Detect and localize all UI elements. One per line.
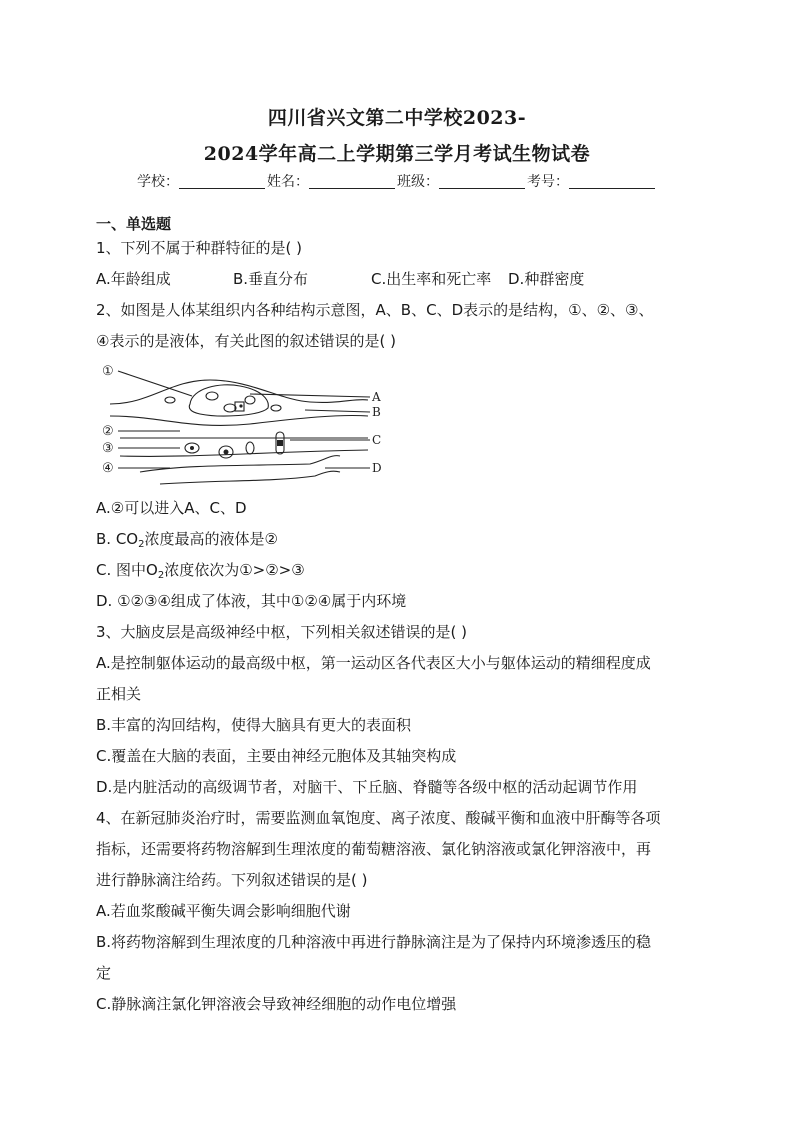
q2-option-d: D. ①②③④组成了体液，其中①②④属于内环境 [96,592,407,610]
label-a: A [372,390,381,404]
student-info-row [0,171,794,191]
q1-option-b: B.垂直分布 [233,270,309,288]
name-label: 姓名： [267,174,309,190]
label-4: ④ [102,461,114,476]
q2-option-c-post: 浓度依次为①>②>③ [164,561,305,579]
q1-options [96,269,696,289]
cell-2 [224,404,236,412]
class-blank [439,174,525,189]
q3-option-c: C.覆盖在大脑的表面，主要由神经元胞体及其轴突构成 [96,747,457,765]
cell-nucleus-1 [239,404,242,407]
q2-option-b [96,529,278,549]
q3-option-a-line1: A.是控制躯体运动的最高级中枢，第一运动区各代表区大小与躯体运动的精细程度成 [96,654,651,672]
q2-stem-line1: 2、如图是人体某组织内各种结构示意图，A、B、C、D表示的是结构，①、②、③、 [96,301,654,319]
class-label: 班级： [397,174,439,190]
cell-nucleus-2 [190,446,194,450]
name-blank [309,174,395,189]
q2-option-c-sub: 2 [157,570,165,581]
q2-stem-line2: ④表示的是液体，有关此图的叙述错误的是( ) [96,332,396,350]
capillary-a [189,385,268,416]
cell-6 [271,405,281,411]
tissue-outer-top [110,380,368,404]
vessel-d-top [140,456,340,472]
q1-option-a: A.年龄组成 [96,270,171,288]
label-line-b [305,410,370,412]
q4-option-a: A.若血浆酸碱平衡失调会影响细胞代谢 [96,902,351,920]
exam-number-label: 考号： [527,174,569,190]
label-b: B [372,405,381,419]
q3-stem: 3、大脑皮层是高级神经中枢，下列相关叙述错误的是( ) [96,623,468,641]
label-d: D [372,461,382,475]
q2-option-b-pre: B. CO [96,530,139,548]
label-line-1 [118,371,192,396]
cell-5 [165,397,175,403]
cell-nucleus-3 [224,450,229,455]
exam-title-line1: 四川省兴文第二中学校2023- [267,107,527,129]
q2-option-c [96,560,305,580]
school-blank [179,174,265,189]
q2-option-b-post: 浓度最高的液体是② [144,530,278,548]
q4-option-b-line2: 定 [96,964,112,982]
vessel-d-bottom [160,471,340,484]
cell-nucleus-4 [277,440,283,446]
q1-option-d: D.种群密度 [508,270,585,288]
label-line-a [250,394,370,397]
label-c: C [372,433,382,447]
q4-option-c: C.静脉滴注氯化钾溶液会导致神经细胞的动作电位增强 [96,995,457,1013]
q3-option-d: D.是内脏活动的高级调节者，对脑干、下丘脑、脊髓等各级中枢的活动起调节作用 [96,778,638,796]
q4-stem-line2: 指标，还需要将药物溶解到生理浓度的葡萄糖溶液、氯化钠溶液或氯化钾溶液中，再 [96,840,652,858]
label-1: ① [102,364,114,379]
q1-stem: 1、下列不属于种群特征的是( ) [96,239,303,257]
section-heading: 一、单选题 [96,215,172,233]
school-label: 学校： [137,174,179,190]
label-3: ③ [102,441,114,456]
q3-option-b: B.丰富的沟回结构，使得大脑具有更大的表面积 [96,716,412,734]
q3-option-a-line2: 正相关 [96,685,142,703]
exam-title-line2: 2024学年高二上学期第三学月考试生物试卷 [203,143,591,165]
q4-stem-line3: 进行静脉滴注给药。下列叙述错误的是( ) [96,871,368,889]
label-2: ② [102,424,114,439]
cell-4 [245,396,255,404]
tissue-outer-bottom [110,415,368,425]
q1-option-c: C.出生率和死亡率 [371,270,492,288]
q2-option-b-sub: 2 [138,539,145,550]
q4-option-b-line1: B.将药物溶解到生理浓度的几种溶液中再进行静脉滴注是为了保持内环境渗透压的稳 [96,933,652,951]
exam-number-blank [569,174,655,189]
q2-option-a: A.②可以进入A、C、D [96,499,247,517]
cell-1 [206,392,218,400]
q4-stem-line1: 4、在新冠肺炎治疗时，需要监测血氧饱度、离子浓度、酸碱平衡和血液中肝酶等各项 [96,809,661,827]
vessel-c-bottom [120,450,368,456]
q2-option-c-pre: C. 图中O [96,561,158,579]
blood-cell-3 [246,442,254,454]
tissue-structure-diagram [100,360,390,488]
